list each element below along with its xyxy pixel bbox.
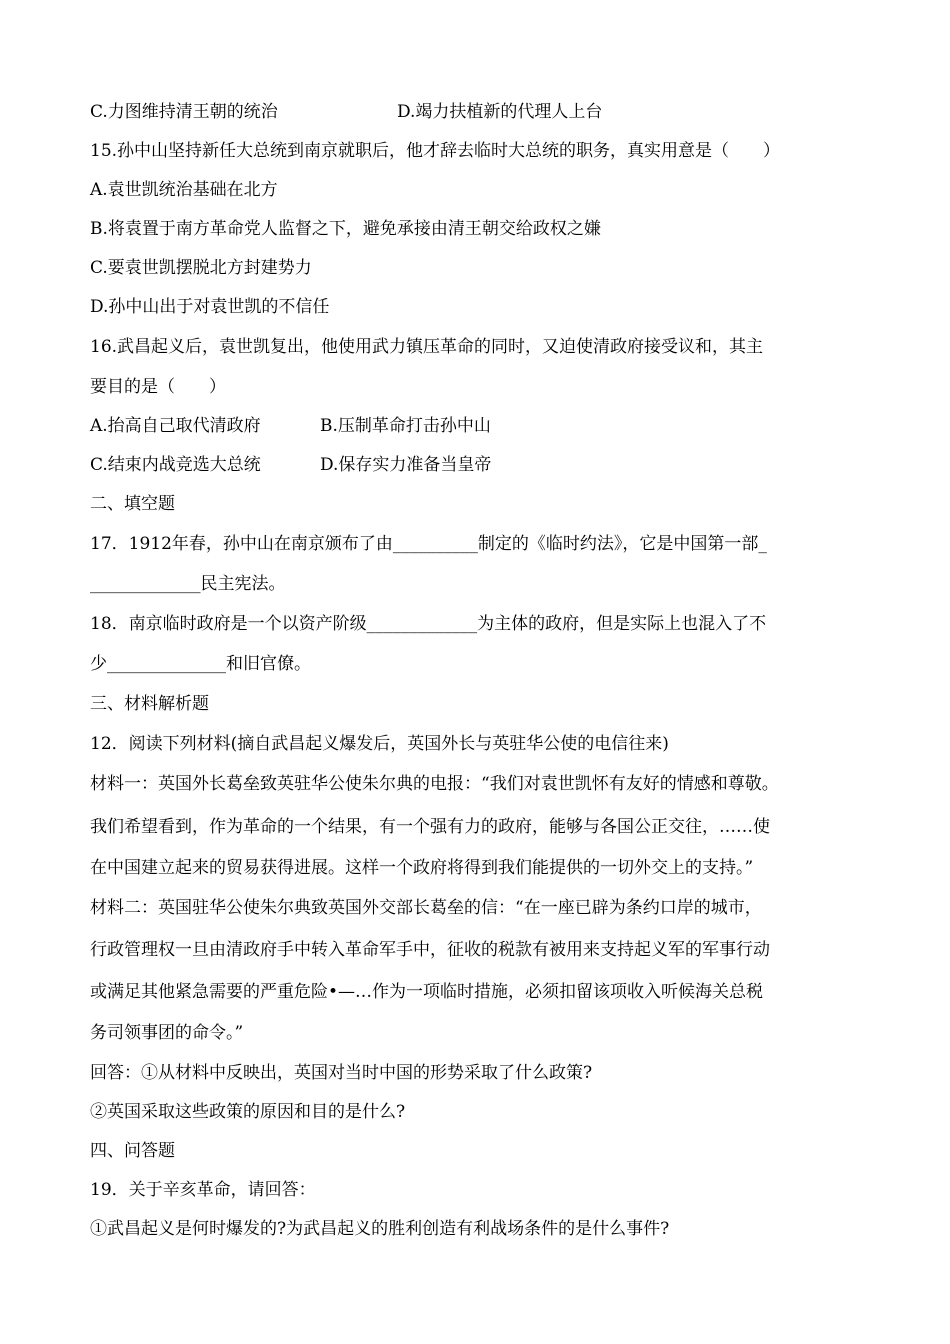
section-heading-fill-in: 二、填空题 bbox=[90, 494, 175, 514]
option-d-q16: D.保存实力准备当皇帝 bbox=[320, 455, 492, 475]
question-16-line1: 16.武昌起义后，袁世凯复出，他使用武力镇压革命的同时，又迫使清政府接受议和，其主 bbox=[90, 337, 764, 357]
answer-prompt-1: 回答：①从材料中反映出，英国对当时中国的形势采取了什么政策? bbox=[90, 1063, 593, 1083]
material-1-line2: 我们希望看到，作为革命的一个结果，有一个强有力的政府，能够与各国公正交往，……使 bbox=[90, 817, 770, 837]
question-17-line2: _____________民主宪法。 bbox=[90, 574, 286, 594]
material-2-line4: 务司领事团的命令。” bbox=[90, 1023, 244, 1043]
question-19: 19．关于辛亥革命，请回答： bbox=[90, 1180, 316, 1200]
option-c-q16: C.结束内战竞选大总统 bbox=[90, 455, 261, 475]
option-b-q16: B.压制革命打击孙中山 bbox=[320, 416, 491, 436]
option-d-q14: D.竭力扶植新的代理人上台 bbox=[397, 102, 603, 122]
section-heading-questions: 四、问答题 bbox=[90, 1141, 175, 1161]
question-12-intro: 12．阅读下列材料(摘自武昌起义爆发后，英国外长与英驻华公使的电信往来) bbox=[90, 734, 669, 754]
question-17-line1: 17．1912年春，孙中山在南京颁布了由__________制定的《临时约法》，它是中国第一部_ bbox=[90, 534, 767, 554]
question-18-line2: 少______________和旧官僚。 bbox=[90, 654, 311, 674]
option-a-q16: A.抬高自己取代清政府 bbox=[90, 416, 261, 436]
material-2-line1: 材料二：英国驻华公使朱尔典致英国外交部长葛垒的信：“在一座已辟为条约口岸的城市， bbox=[90, 898, 762, 918]
section-heading-material: 三、材料解析题 bbox=[90, 694, 209, 714]
question-15: 15.孙中山坚持新任大总统到南京就职后，他才辞去临时大总统的职务，真实用意是（ ） bbox=[90, 141, 781, 161]
question-16-line2: 要目的是（ ） bbox=[90, 377, 226, 397]
material-2-line3: 或满足其他紧急需要的严重危险•—…作为一项临时措施，必须扣留该项收入听候海关总税 bbox=[90, 982, 764, 1002]
option-b-q15: B.将袁置于南方革命党人监督之下，避免承接由清王朝交给政权之嫌 bbox=[90, 219, 601, 239]
option-c-q15: C.要袁世凯摆脱北方封建势力 bbox=[90, 258, 312, 278]
material-1-line1: 材料一：英国外长葛垒致英驻华公使朱尔典的电报：“我们对袁世凯怀有友好的情感和尊敬。 bbox=[90, 774, 779, 794]
material-1-line3: 在中国建立起来的贸易获得进展。这样一个政府将得到我们能提供的一切外交上的支持。” bbox=[90, 858, 754, 878]
material-2-line2: 行政管理权一旦由清政府手中转入革命军手中，征收的税款有被用来支持起义军的军事行动 bbox=[90, 940, 770, 960]
question-18-line1: 18．南京临时政府是一个以资产阶级_____________为主体的政府，但是实际上也混入了不 bbox=[90, 614, 767, 634]
option-a-q15: A.袁世凯统治基础在北方 bbox=[90, 180, 278, 200]
option-d-q15: D.孙中山出于对袁世凯的不信任 bbox=[90, 297, 330, 317]
option-c-q14: C.力图维持清王朝的统治 bbox=[90, 102, 278, 122]
question-19-sub-1: ①武昌起义是何时爆发的?为武昌起义的胜利创造有利战场条件的是什么事件? bbox=[90, 1219, 670, 1239]
answer-prompt-2: ②英国采取这些政策的原因和目的是什么? bbox=[90, 1102, 406, 1122]
